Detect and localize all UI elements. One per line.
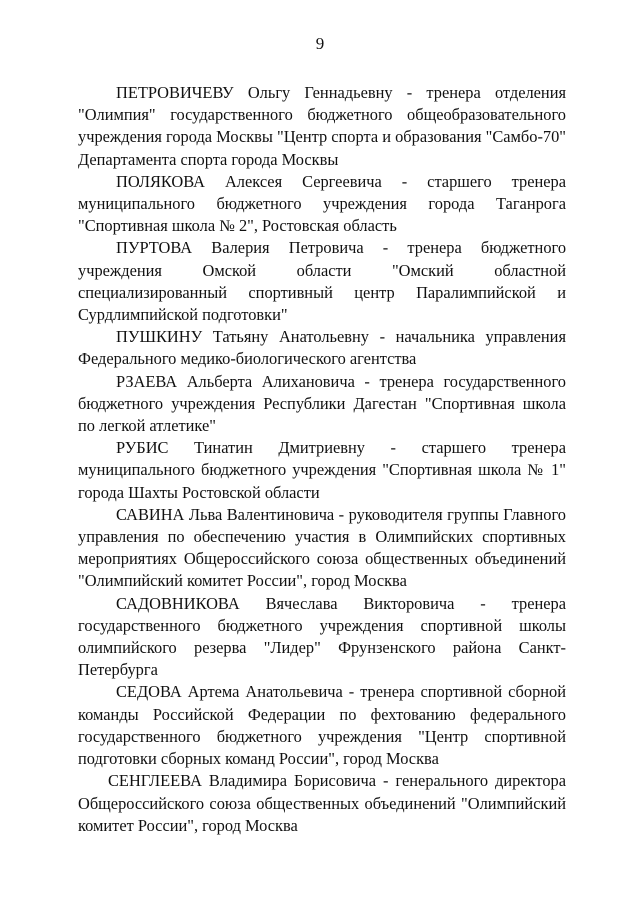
list-item xyxy=(78,504,566,593)
separator: - xyxy=(363,238,408,258)
person-position: старшего тренера муниципального бюджетного учреждения города Таганрога "Спортивная школа № 2", Ростовская область xyxy=(78,171,567,236)
list-item xyxy=(78,593,566,682)
person-position: тренера государственного бюджетного учреждения спортивной школы олимпийского резерва "Лидер" Фрунзенского района Санкт-Петербурга xyxy=(78,593,567,680)
list-item xyxy=(78,82,566,171)
separator: - xyxy=(342,682,361,702)
person-position: начальника управления Федерального медико-биологического агентства xyxy=(78,327,566,369)
person-position: тренера отделения "Олимпия" государственного бюджетного общеобразовательного учреждения города Москвы "Центр спорта и образования "Самбо-70" Департамента спорта города Москвы xyxy=(78,83,567,169)
page-number: 9 xyxy=(315,34,325,53)
person-position: тренера государственного бюджетного учреждения Республики Дагестан "Спортивная школа по легкой атлетике" xyxy=(78,371,566,436)
list-item xyxy=(78,371,566,438)
person-name: ПУШКИНУ Татьяну Анатольевну xyxy=(116,327,369,347)
person-name: ПУРТОВА Валерия Петровича xyxy=(116,238,364,258)
person-name: САВИНА Льва Валентиновича xyxy=(116,504,335,524)
separator: - xyxy=(364,438,422,458)
person-position: тренера бюджетного учреждения Омской области "Омский областной специализированный спортивный центр Паралимпийской и Сурдлимпийской подготовки" xyxy=(78,238,567,325)
person-name: ПОЛЯКОВА Алексея Сергеевича xyxy=(116,171,382,191)
list-item xyxy=(78,171,566,238)
list-item xyxy=(78,237,566,326)
separator: - xyxy=(392,83,427,102)
award-list xyxy=(78,82,566,837)
person-name: САДОВНИКОВА Вячеслава Викторовича xyxy=(116,593,455,613)
person-position: тренера спортивной сборной команды Российской Федерации по фехтованию федерального государственного бюджетного учреждения "Центр спортивной подготовки сборных команд России", город Москва xyxy=(78,682,567,769)
person-position: руководителя группы Главного управления по обеспечению участия в Олимпийских спортивных мероприятиях Общероссийского союза общественных объединений "Олимпийский комитет России", город Москва xyxy=(78,504,566,591)
list-item xyxy=(78,326,566,370)
person-name: СЕНГЛЕЕВА Владимира Борисовича xyxy=(108,771,377,791)
person-name: СЕДОВА Артема Анатольевича xyxy=(116,682,343,702)
person-position: генерального директора Общероссийского союза общественных объединений "Олимпийский комитет России", город Москва xyxy=(78,771,566,835)
person-name: РЗАЕВА Альберта Алихановича xyxy=(116,371,355,391)
separator: - xyxy=(369,327,396,347)
person-name: ПЕТРОВИЧЕВУ Ольгу Геннадьевну xyxy=(116,83,393,102)
person-name: РУБИС Тинатин Дмитриевну xyxy=(116,438,365,458)
separator: - xyxy=(454,593,512,613)
list-item xyxy=(78,437,566,504)
separator: - xyxy=(376,771,396,791)
separator: - xyxy=(354,371,380,391)
person-position: старшего тренера муниципального бюджетного учреждения "Спортивная школа № 1" города Шахты Ростовской области xyxy=(78,438,566,502)
list-item xyxy=(78,770,566,837)
list-item xyxy=(78,681,566,770)
separator: - xyxy=(381,171,428,191)
separator: - xyxy=(334,504,349,524)
